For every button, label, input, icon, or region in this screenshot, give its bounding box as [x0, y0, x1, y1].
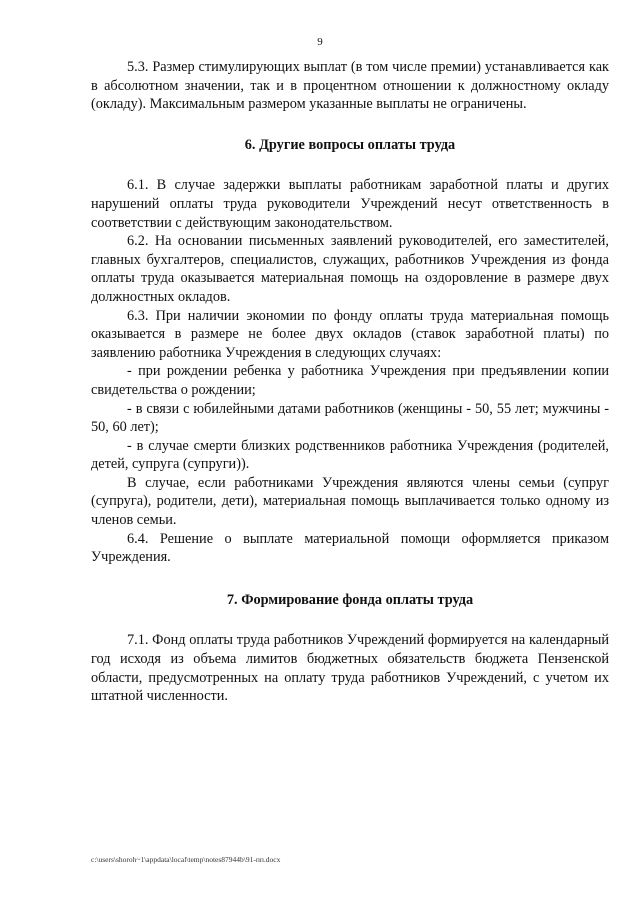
document-body — [91, 58, 609, 706]
paragraph-6-1: 6.1. В случае задержки выплаты работникам заработной платы и других нарушений оплаты труда руководители Учреждений несут ответственность в соответствии с действующим законодательством. — [91, 177, 609, 231]
file-path-footer: c:\users\shoroh~1\appdata\local\temp\notes87944b\91-пп.docx — [91, 855, 281, 864]
list-item-death: - в случае смерти близких родственников работника Учреждения (родителей, детей, супруга (супруги)). — [91, 437, 609, 473]
page-number: 9 — [317, 36, 323, 48]
section-7-heading: 7. Формирование фонда оплаты труда — [226, 591, 474, 608]
paragraph-6-4: 6.4. Решение о выплате материальной помощи оформляется приказом Учреждения. — [91, 530, 609, 566]
list-item-birth: - при рождении ребенка у работника Учреждения при предъявлении копии свидетельства о рождении; — [91, 363, 609, 398]
section-6-heading: 6. Другие вопросы оплаты труда — [244, 136, 456, 153]
paragraph-6-3: 6.3. При наличии экономии по фонду оплаты труда материальная помощь оказывается в размере не более двух окладов (ставок заработной платы) по заявлению работника Учреждения в следующих случаях: — [91, 307, 609, 361]
list-item-anniversary: - в связи с юбилейными датами работников (женщины - 50, 55 лет; мужчины - 50, 60 лет); — [91, 400, 609, 436]
paragraph-5-3: 5.3. Размер стимулирующих выплат (в том числе премии) устанавливается как в абсолютном значении, так и в процентном отношении к должностному окладу (окладу). Максимальным размером указанные выплаты не ограничены. — [91, 59, 609, 113]
paragraph-7-1: 7.1. Фонд оплаты труда работников Учреждений формируется на календарный год исходя из объема лимитов бюджетных обязательств бюджета Пензенской области, предусмотренных на оплату труда работников Учреждений, с учетом их штатной численности. — [91, 632, 609, 705]
paragraph-6-2: 6.2. На основании письменных заявлений руководителей, его заместителей, главных бухгалтеров, специалистов, служащих, работников Учреждения из фонда оплаты труда оказывается материальная помощь на оздоровление в размере двух должностных окладов. — [91, 233, 609, 305]
paragraph-family: В случае, если работниками Учреждения являются члены семьи (супруг (супруга), родители, дети), материальная помощь выплачивается только одному из членов семьи. — [91, 474, 609, 529]
